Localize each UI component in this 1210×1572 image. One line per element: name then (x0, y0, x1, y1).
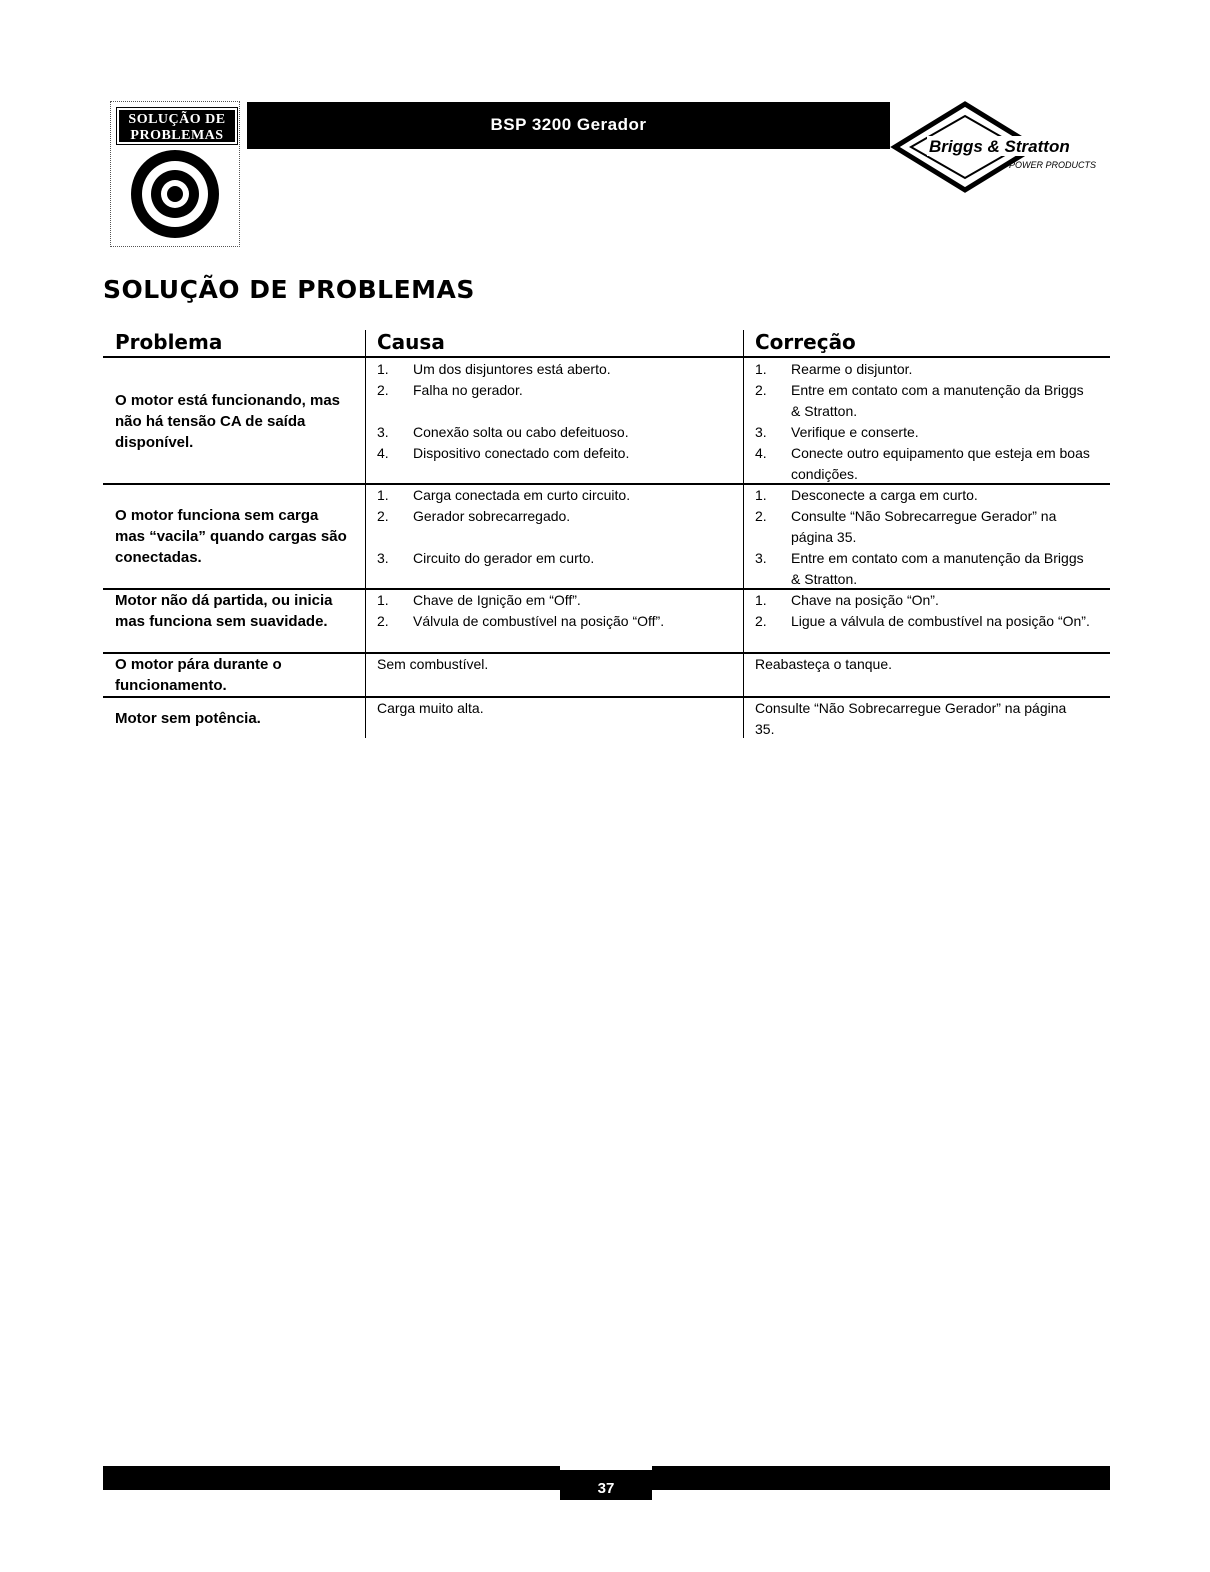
list-item: 2. Falha no gerador. (377, 382, 523, 398)
troubleshooting-badge (110, 101, 240, 247)
document-title-bar: BSP 3200 Gerador (247, 102, 890, 149)
correction-list (755, 359, 1095, 485)
list-item: 4. Dispositivo conectado com defeito. (377, 445, 630, 461)
target-icon (119, 150, 231, 242)
list-item: 2. Ligue a válvula de combustível na posição “On”. (755, 613, 1090, 629)
column-header-cause: Causa (377, 330, 445, 354)
badge-label (117, 108, 237, 144)
column-divider (365, 330, 366, 738)
page-number: 37 (560, 1470, 652, 1500)
row-divider (103, 356, 1110, 358)
list-item: 4. Conecte outro equipamento que esteja em boas condições. (755, 445, 1090, 482)
correction-list (755, 590, 1095, 632)
list-item: 1. Chave na posição “On”. (755, 592, 939, 608)
column-divider (743, 330, 744, 738)
list-item: 1. Carga conectada em curto circuito. (377, 487, 631, 503)
correction-list (755, 485, 1095, 590)
briggs-stratton-logo (885, 100, 1110, 195)
list-item: 3. Verifique e conserte. (755, 424, 919, 440)
brand-name: Briggs & Stratton (929, 137, 1070, 156)
list-item: 3. Circuito do gerador em curto. (377, 550, 595, 566)
list-item: 2. Entre em contato com a manutenção da Briggs & Stratton. (755, 382, 1084, 419)
table-row-problem: O motor está funcionando, mas não há tensão CA de saída disponível. (115, 392, 341, 451)
table-row-problem: Motor não dá partida, ou inicia mas funciona sem suavidade. (115, 592, 333, 630)
cause-list (377, 485, 737, 569)
cause-text: Carga muito alta. (377, 700, 484, 716)
list-item: 3. Conexão solta ou cabo defeituoso. (377, 424, 629, 440)
list-item: 1. Rearme o disjuntor. (755, 361, 913, 377)
list-item: 1. Chave de Ignição em “Off”. (377, 592, 581, 608)
list-item: 2. Consulte “Não Sobrecarregue Gerador” na página 35. (755, 508, 1057, 545)
correction-text: Consulte “Não Sobrecarregue Gerador” na página 35. (755, 700, 1067, 737)
table-row-problem: Motor sem potência. (115, 710, 261, 727)
cause-list (377, 359, 737, 464)
page-title: SOLUÇÃO DE PROBLEMAS (103, 275, 475, 304)
list-item: 2. Gerador sobrecarregado. (377, 508, 571, 524)
list-item: 2. Válvula de combustível na posição “Off”. (377, 613, 665, 629)
correction-text: Reabasteça o tanque. (755, 656, 892, 672)
cause-list (377, 590, 737, 632)
list-item: 3. Entre em contato com a manutenção da Briggs & Stratton. (755, 550, 1084, 587)
list-item: 1. Um dos disjuntores está aberto. (377, 361, 611, 377)
cause-text: Sem combustível. (377, 656, 489, 672)
brand-sub: POWER PRODUCTS (1009, 160, 1097, 170)
badge-label-line2: PROBLEMAS (130, 128, 224, 143)
badge-label-line1: SOLUÇÃO DE (128, 112, 226, 127)
list-item: 1. Desconecte a carga em curto. (755, 487, 978, 503)
table-row-problem: O motor funciona sem carga mas “vacila” quando cargas são conectadas. (115, 507, 347, 566)
column-header-correction: Correção (755, 330, 856, 354)
column-header-problem: Problema (115, 330, 223, 354)
table-row-problem: O motor pára durante o funcionamento. (115, 656, 282, 694)
